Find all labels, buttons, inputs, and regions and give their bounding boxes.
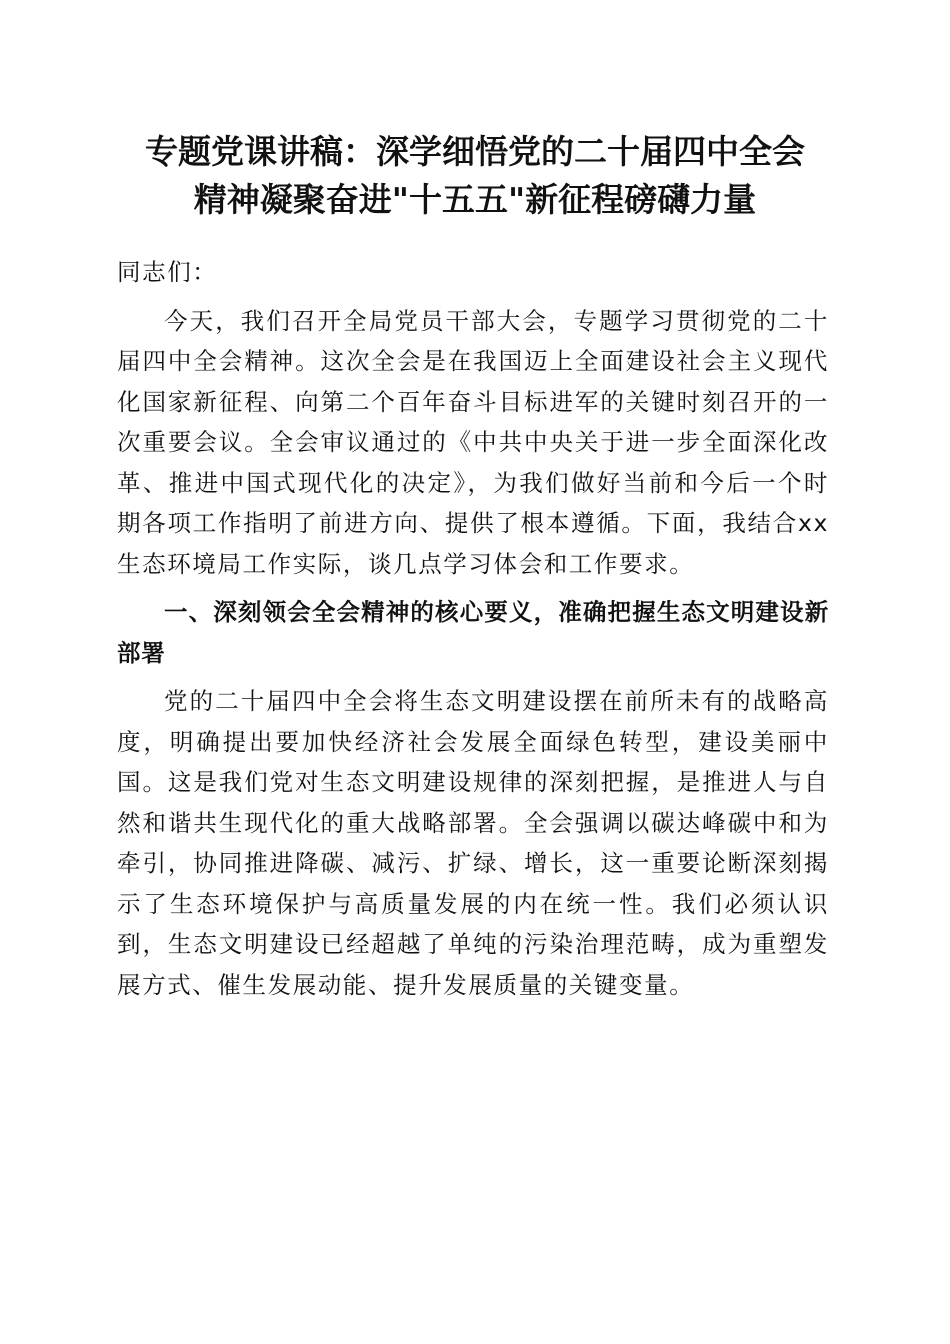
salutation: 同志们： [117,258,218,286]
paragraph-intro: 今天，我们召开全局党员干部大会，专题学习贯彻党的二十届四中全会精神。这次全会是在我国迈上全面建设社会主义现代化国家新征程、向第二个百年奋斗目标进军的关键时刻召开的一次重要会议。全会审议通过的《中共中央关于进一步全面深化改革、推进中国式现代化的决定》，为我们做好当前和今后一个时期各项工作指明了前进方向、提供了根本遵循。下面，我结合xx生态环境局工作实际，谈几点学习体会和工作要求。 [117,306,829,578]
document-body [117,252,829,1005]
section-heading-1: 一、深刻领会全会精神的核心要义，准确把握生态文明建设新部署 [117,598,829,667]
title-line-2: 精神凝聚奋进"十五五"新征程磅礴力量 [193,180,757,219]
document-title [80,128,870,224]
title-line-1: 专题党课讲稿：深学细悟党的二十届四中全会 [145,132,805,171]
paragraph-section-1: 党的二十届四中全会将生态文明建设摆在前所未有的战略高度，明确提出要加快经济社会发展全面绿色转型，建设美丽中国。这是我们党对生态文明建设规律的深刻把握，是推进人与自然和谐共生现代化的重大战略部署。全会强调以碳达峰碳中和为牵引，协同推进降碳、减污、扩绿、增长，这一重要论断深刻揭示了生态环境保护与高质量发展的内在统一性。我们必须认识到，生态文明建设已经超越了单纯的污染治理范畴，成为重塑发展方式、催生发展动能、提升发展质量的关键变量。 [117,687,829,999]
